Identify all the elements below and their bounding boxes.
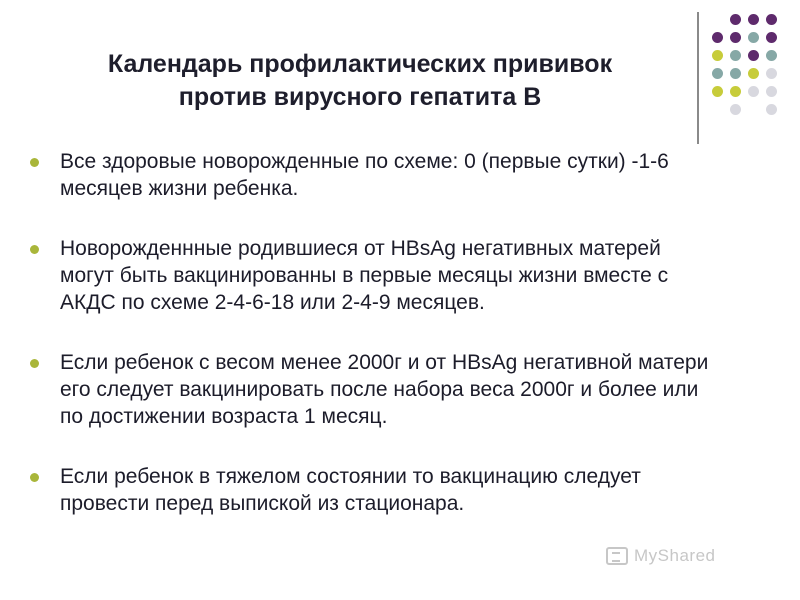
title-line-2: против вирусного гепатита В (178, 83, 542, 111)
decorative-dot (730, 104, 741, 115)
bullet-list (28, 148, 718, 550)
decorative-dot (730, 50, 741, 61)
decorative-dot (766, 104, 777, 115)
decorative-dot (766, 86, 777, 97)
bullet-dot-icon (30, 158, 39, 167)
decorative-dot (766, 68, 777, 79)
decorative-dot (730, 68, 741, 79)
slide-title (30, 48, 690, 114)
bullet-item (28, 349, 718, 430)
decorative-dot-grid (707, 12, 787, 132)
decorative-dot (748, 86, 759, 97)
decorative-dot (712, 86, 723, 97)
presentation-icon (606, 547, 628, 565)
bullet-dot-icon (30, 245, 39, 254)
decorative-dot (766, 14, 777, 25)
bullet-dot-icon (30, 359, 39, 368)
divider-line (697, 12, 699, 144)
watermark-text: MyShared (634, 546, 716, 565)
decorative-dot (766, 50, 777, 61)
decorative-dot (748, 14, 759, 25)
decorative-dot (766, 32, 777, 43)
decorative-dot (730, 86, 741, 97)
bullet-text: Если ребенок в тяжелом состоянии то вакцинацию следует провести перед выпиской из стационара. (60, 465, 641, 515)
bullet-text: Если ребенок с весом менее 2000г и от HBsAg негативной матери его следует вакцинировать после набора веса 2000г и более или по достижении возраста 1 месяц. (60, 351, 709, 428)
decorative-dot (748, 32, 759, 43)
bullet-text: Все здоровые новорожденные по схеме: 0 (первые сутки) -1-6 месяцев жизни ребенка. (60, 150, 669, 200)
title-line-1: Календарь профилактических прививок (107, 50, 613, 78)
decorative-dot (712, 32, 723, 43)
decorative-dot (730, 14, 741, 25)
decorative-dot (748, 68, 759, 79)
bullet-text: Новорожденнные родившиеся от HBsAg негативных матерей могут быть вакцинированны в первые месяцы жизни вместе с АКДС по схеме 2-4-6-18 или 2-4-9 месяцев. (60, 237, 669, 314)
bullet-item (28, 463, 718, 517)
watermark (606, 542, 715, 570)
decorative-dot (730, 32, 741, 43)
bullet-item (28, 148, 718, 202)
bullet-dot-icon (30, 473, 39, 482)
decorative-dot (748, 50, 759, 61)
decorative-dot (712, 68, 723, 79)
bullet-item (28, 235, 718, 316)
decorative-dot (712, 50, 723, 61)
